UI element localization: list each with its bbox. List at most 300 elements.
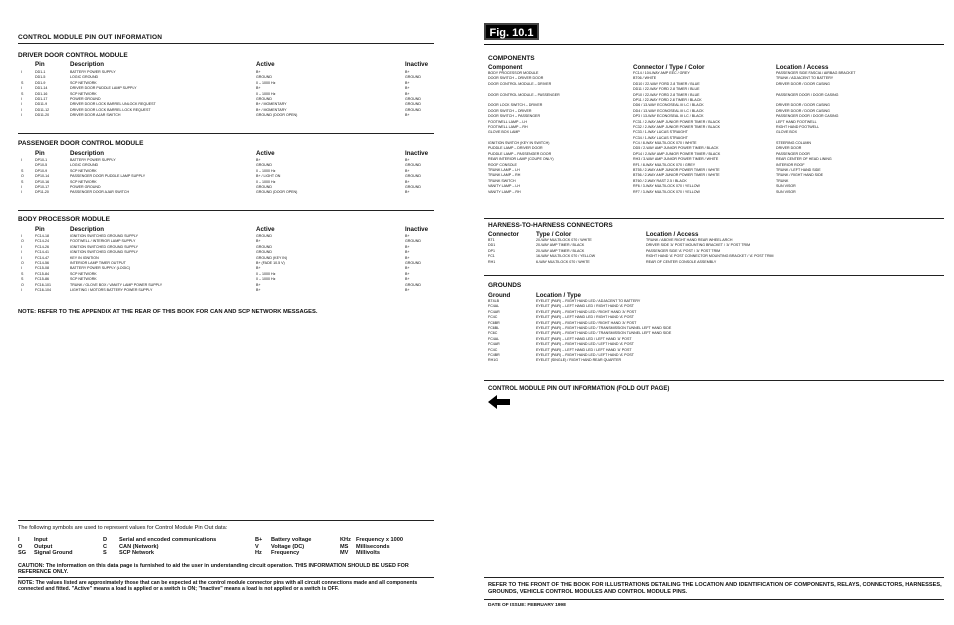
legend-symbol: O [18, 543, 23, 550]
cell-l: EYELET (PAIR) – RIGHT HAND LED / ADJACENT TO BATTERY [536, 299, 641, 303]
cell-t: 6-WAY MULTILOCK 070 / WHITE [536, 259, 590, 264]
cell-l: LEFT HAND FOOTWELL [776, 119, 817, 124]
col-inactive: Inactive [405, 61, 429, 68]
cell-active: GROUND [256, 250, 272, 255]
divider [484, 599, 944, 600]
cell-l: EYELET (PAIR) – RIGHT HAND LED / LEFT HAND 'A' POST [536, 342, 634, 347]
cell-l: EYELET (PAIR) – LEFT HAND LED / RIGHT HAND 'A' POST [536, 304, 634, 309]
legend-item [18, 537, 48, 543]
legend-text: Output [34, 543, 53, 550]
col-location: Location / Type [536, 292, 581, 299]
legend-symbol: I [18, 537, 20, 543]
cell-inactive: B+ [405, 234, 410, 238]
body-processor-title: BODY PROCESSOR MODULE [18, 216, 110, 223]
cell-desc: BATTERY POWER SUPPLY [70, 70, 116, 74]
cell-t: FC32 / 2-WAY AMP JUNIOR POWER TIMER / BLACK [633, 124, 721, 129]
cell-io: O [21, 260, 24, 265]
cell-l: EYELET (PAIR) – LEFT HAND LED / RIGHT HAND 'A' POST [536, 315, 634, 320]
cell-desc: TRUNK / GLOVE BOX / VANITY LAMP POWER SUPPLY [70, 282, 163, 287]
divider [18, 210, 434, 211]
cell-c: DOOR CONTROL MODULE – DRIVER [488, 81, 552, 86]
cell-l: EYELET (PAIR) – RIGHT HAND LED / LEFT HAND 'A' POST [536, 352, 634, 357]
legend-text: Millivolts [356, 550, 380, 557]
cell-active: 0 – 1000 Hz [256, 80, 276, 85]
cell-c: VANITY LAMP – LH [488, 184, 520, 189]
cell-c: BT1 [488, 238, 495, 242]
cell-l: RIGHT HAND 'A' POST CONNECTOR MOUNTING BRACKET / 'A' POST TRIM [646, 254, 774, 259]
legend-text: Serial and encoded communications [119, 537, 217, 543]
cell-io: I [21, 255, 22, 260]
cell-inactive: B+ [405, 80, 410, 85]
cell-l: TRUNK [776, 178, 789, 183]
cell-inactive: GROUND [405, 184, 421, 189]
cell-pin: DD11-20 [35, 113, 50, 118]
cell-desc: DRIVER DOOR LOCK BARREL LOCK REQUEST [70, 107, 151, 112]
cell-l: TRUNK / LEFT HAND SIDE [776, 168, 821, 173]
cell-pin: FC14-26 [35, 244, 49, 249]
values-note: NOTE: The values listed are approximately those that can be expected at the control module connector pins with all circuit connections made and all components connected and fitted. "Active" means a load is applied or a switch is ON; "Inactive" means a load is not applied or a switch is OFF. [18, 580, 418, 593]
cell-l: REAR CENTER OF HEAD LINING [776, 157, 832, 162]
driver-door-title: DRIVER DOOR CONTROL MODULE [18, 52, 128, 59]
cell-pin: DP10-9 [35, 168, 48, 173]
legend-item [340, 550, 380, 556]
cell-active: GROUND [256, 184, 272, 189]
cell-l: DRIVER DOOR / DOOR CASING [776, 81, 830, 86]
cell-inactive: GROUND [405, 282, 421, 287]
cell-g: FC4AL [488, 336, 500, 341]
cell-pin: DP10-1 [35, 158, 48, 162]
legend-text: Input [34, 537, 48, 543]
cell-inactive: B+ [405, 179, 410, 184]
cell-desc: BATTERY POWER SUPPLY [70, 158, 116, 162]
cell-inactive: B+ [405, 266, 410, 271]
cell-t: 16-WAY MULTILOCK 070 / YELLOW [536, 254, 596, 259]
legend-item [103, 537, 216, 543]
cell-io: I [21, 158, 22, 162]
cell-io: O [21, 239, 24, 244]
cell-pin: DP10-16 [35, 179, 50, 184]
cell-desc: SCP NETWORK [70, 91, 97, 96]
divider [484, 380, 944, 381]
cell-c: FOOTWELL LAMP – LH [488, 119, 527, 124]
cell-c: ROOF CONSOLE [488, 162, 517, 167]
cell-desc: LIGHTING / MOTORS BATTERY POWER SUPPLY [70, 287, 153, 292]
table-row [18, 288, 438, 293]
cell-active: B+ [256, 239, 261, 244]
cell-io: S [21, 168, 24, 173]
legend-symbol: MV [340, 550, 349, 557]
page-title: CONTROL MODULE PIN OUT INFORMATION [18, 34, 163, 41]
cell-l: SUN VISOR [776, 184, 796, 189]
cell-pin: FC16-101 [35, 282, 51, 287]
date-of-issue: DATE OF ISSUE: FEBRUARY 1998 [488, 603, 566, 608]
cell-c: GLOVE BOX LAMP [488, 130, 520, 135]
cell-desc: PASSENGER DOOR PUDDLE LAMP SUPPLY [70, 174, 146, 179]
cell-g: FC6BL [488, 325, 500, 330]
cell-g: FC4C [488, 347, 498, 352]
cell-pin: FC15-86 [35, 277, 49, 282]
col-component: Component [488, 64, 523, 71]
cell-g: RH1G [488, 358, 498, 363]
cell-desc: PASSENGER DOOR AJAR SWITCH [70, 190, 130, 195]
cell-io: S [21, 271, 24, 276]
cell-pin: DD11-9 [35, 102, 48, 107]
cell-l: PASSENGER SIDE 'A' POST / 'A' POST TRIM [646, 248, 721, 253]
col-active: Active [256, 226, 275, 233]
cell-io: S [21, 80, 24, 85]
cell-desc: INTERIOR LAMP TIMER OUTPUT [70, 260, 126, 265]
cell-t: BT60 / 2-WAY RAST 2.5 / BLACK [633, 178, 687, 183]
cell-l: EYELET (SINGLE) / RIGHT HAND REAR QUARTER [536, 358, 622, 363]
cell-t: FC4 / 8-WAY MULTILOCK 070 / WHITE [633, 141, 697, 146]
cell-pin: FC14-18 [35, 234, 49, 238]
cell-t: DP11 / 22-WAY FORD 2.8 TIMER / BLACK [633, 97, 702, 102]
cell-t: RH3 / 3-WAY AMP JUNIOR POWER TIMER / WHITE [633, 157, 719, 162]
legend-intro: The following symbols are used to represent values for Control Module Pin Out data: [18, 525, 228, 531]
cell-inactive: B+ [405, 250, 410, 255]
cell-c: DP1 [488, 248, 495, 253]
cell-io: I [21, 244, 22, 249]
cell-c: BODY PROCESSOR MODULE [488, 71, 539, 75]
cell-pin: DP10-5 [35, 163, 48, 168]
cell-inactive: B+ [405, 158, 410, 162]
cell-active: GROUND (KEY IN) [256, 255, 288, 260]
network-note: NOTE: REFER TO THE APPENDIX AT THE REAR OF THIS BOOK FOR CAN AND SCP NETWORK MESSAGES. [18, 309, 318, 315]
cell-io: I [21, 113, 22, 118]
cell-c: DOOR SWITCH – DRIVER DOOR [488, 76, 544, 81]
cell-l: TRUNK / ABOVE RIGHT HAND REAR WHEEL ARCH [646, 238, 733, 242]
col-connector: Connector / Type / Color [633, 64, 705, 71]
cell-active: 0 – 1000 Hz [256, 271, 276, 276]
cell-c: DD1 [488, 243, 496, 248]
col-pin: Pin [35, 150, 45, 157]
cell-inactive: GROUND [405, 75, 421, 80]
cell-t: FC14 / 104-WAY AMP EEC / GREY [633, 71, 690, 75]
cell-l: DRIVER DOOR / DOOR CASING [776, 103, 830, 108]
cell-t: RF7 / 3-WAY MULTILOCK 070 / YELLOW [633, 189, 700, 194]
cell-desc: DRIVER DOOR AJAR SWITCH [70, 113, 121, 118]
cell-l: REAR OF CENTER CONSOLE ASSEMBLY [646, 259, 717, 264]
cell-io: S [21, 277, 24, 282]
divider [18, 577, 434, 578]
legend-symbol: B+ [255, 537, 263, 543]
legend-text: Frequency x 1000 [356, 537, 403, 543]
cell-inactive: B+ [405, 86, 410, 91]
col-ground: Ground [488, 292, 511, 299]
table-row [488, 260, 948, 265]
cell-desc: IGNITION SWITCHED GROUND SUPPLY [70, 234, 139, 238]
cell-desc: SCP NETWORK [70, 80, 97, 85]
cell-desc: IGNITION SWITCHED GROUND SUPPLY [70, 244, 139, 249]
cell-active: B+ / LIGHT ON [256, 174, 281, 179]
cell-l: SUN VISOR [776, 189, 796, 194]
cell-io: S [21, 179, 24, 184]
cell-l: STEERING COLUMN [776, 141, 811, 146]
cell-io: I [21, 190, 22, 195]
col-description: Description [70, 226, 105, 233]
cell-pin: DD1-16 [35, 91, 48, 96]
cell-io: S [21, 91, 24, 96]
cell-inactive: GROUND [405, 260, 421, 265]
cell-pin: FC14-41 [35, 250, 49, 255]
cell-active: GROUND [256, 75, 272, 80]
cell-c: RH1 [488, 259, 496, 264]
harness-title: HARNESS-TO-HARNESS CONNECTORS [488, 222, 613, 229]
legend-symbol: SG [18, 550, 27, 557]
caution-text: CAUTION: The information on this data page is furnished to aid the user in understanding circuit operation. THIS INFORMATION SHOULD BE USED FOR REFERENCE ONLY. [18, 563, 409, 576]
col-inactive: Inactive [405, 150, 429, 157]
symbol-legend [18, 537, 438, 561]
cell-pin: DD1-5 [35, 75, 46, 80]
cell-l: EYELET (PAIR) – LEFT HAND LED / LEFT HAND 'A' POST [536, 347, 632, 352]
cell-l: GLOVE BOX [776, 130, 797, 135]
cell-inactive: B+ [405, 277, 410, 282]
divider [484, 218, 944, 219]
legend-symbol: KHz [340, 537, 351, 543]
legend-text: CAN (Network) [119, 543, 159, 550]
foldout-label: CONTROL MODULE PIN OUT INFORMATION (FOLD OUT PAGE) [488, 386, 670, 392]
cell-active: B+ [256, 287, 261, 292]
legend-symbol: MS [340, 543, 349, 550]
cell-inactive: B+ [405, 244, 410, 249]
cell-l: TRUNK / RIGHT HAND SIDE [776, 173, 824, 178]
legend-symbol: D [103, 537, 108, 543]
legend-text: Frequency [271, 550, 300, 557]
col-pin: Pin [35, 226, 45, 233]
legend-symbol: C [103, 543, 108, 550]
cell-io: I [21, 96, 22, 101]
cell-active: GROUND [256, 244, 272, 249]
cell-t: DD5 / 2-WAY AMP JUNIOR POWER TIMER / BLACK [633, 146, 719, 151]
arrow-left-icon [488, 395, 510, 409]
cell-c: TRUNK LAMP – LH [488, 168, 520, 173]
col-description: Description [70, 150, 105, 157]
cell-desc: FOOTWELL / INTERIOR LAMP SUPPLY [70, 239, 136, 244]
col-active: Active [256, 150, 275, 157]
cell-t: DD6 / 13-WAY ECONOSEAL III LC / BLACK [633, 103, 704, 108]
cell-pin: FC15-08 [35, 266, 49, 271]
cell-active: 0 – 1000 Hz [256, 91, 276, 96]
cell-g: FC6BR [488, 320, 500, 325]
cell-desc: LOGIC GROUND [70, 75, 99, 80]
cell-c: VANITY LAMP – RH [488, 189, 521, 194]
cell-desc: IGNITION SWITCHED GROUND SUPPLY [70, 250, 139, 255]
col-type: Type / Color [536, 231, 572, 238]
legend-text: Battery voltage [271, 537, 312, 543]
divider [484, 44, 944, 45]
cell-g: FC4AR [488, 309, 500, 314]
cell-pin: FC14-47 [35, 255, 49, 260]
legend-item [18, 544, 52, 550]
legend-item [103, 544, 158, 550]
cell-pin: FC15-84 [35, 271, 49, 276]
cell-active: B+ [256, 266, 261, 271]
cell-t: FC31 / 2-WAY AMP JUNIOR POWER TIMER / BLACK [633, 119, 721, 124]
legend-text: Signal Ground [34, 550, 73, 557]
grounds-table [488, 299, 948, 364]
legend-item [255, 544, 304, 550]
cell-active: 0 – 1000 Hz [256, 277, 276, 282]
cell-t: DP3 / 13-WAY ECONOSEAL III LC / BLACK [633, 114, 704, 119]
cell-t: RF6 / 3-WAY MULTILOCK 070 / YELLOW [633, 184, 700, 189]
cell-inactive: B+ [405, 113, 410, 118]
cell-desc: KEY IN IGNITION [70, 255, 99, 260]
cell-active: GROUND (DOOR OPEN) [256, 190, 298, 195]
cell-inactive: GROUND [405, 107, 421, 112]
driver-door-table [18, 70, 438, 119]
cell-inactive: B+ [405, 70, 410, 74]
cell-io: I [21, 70, 22, 74]
cell-desc: DRIVER DOOR LOCK BARREL UNLOCK REQUEST [70, 102, 156, 107]
cell-active: B+ / MOMENTARY [256, 107, 287, 112]
cell-c: REAR INTERIOR LAMP (COUPE ONLY) [488, 157, 554, 162]
cell-desc: BATTERY POWER SUPPLY (LOGIC) [70, 266, 131, 271]
legend-item [255, 550, 299, 556]
cell-inactive: B+ [405, 190, 410, 195]
cell-io: I [21, 107, 22, 112]
cell-t: DP10 / 22-WAY FORD 2.8 TIMER / BLUE [633, 92, 700, 97]
cell-l: PASSENGER SIDE FASCIA / AIRBAG BRACKET [776, 71, 856, 75]
cell-io: I [21, 287, 22, 292]
col-active: Active [256, 61, 275, 68]
cell-inactive: B+ [405, 271, 410, 276]
legend-item [340, 537, 403, 543]
cell-l: PASSENGER DOOR / DOOR CASING [776, 114, 839, 119]
col-connector: Connector [488, 231, 519, 238]
cell-inactive: GROUND [405, 174, 421, 179]
cell-pin: DP10-14 [35, 174, 50, 179]
cell-l: RIGHT HAND FOOTWELL [776, 124, 820, 129]
cell-l: TRUNK / ADJACENT TO BATTERY [776, 76, 834, 81]
cell-inactive: B+ [405, 91, 410, 96]
cell-t: 20-WAY MULTILOCK 070 / WHITE [536, 238, 592, 242]
cell-active: B+ (FADE 10.5 V) [256, 260, 285, 265]
cell-t: BT55 / 2-WAY AMP JUNIOR POWER TIMER / WHITE [633, 168, 720, 173]
table-row [18, 190, 438, 195]
grounds-title: GROUNDS [488, 282, 522, 289]
cell-desc: SCP NETWORK [70, 168, 97, 173]
cell-l: EYELET (PAIR) – RIGHT HAND LED / TRANSMISSION TUNNEL LEFT HAND SIDE [536, 325, 672, 330]
cell-pin: DD1-17 [35, 96, 48, 101]
cell-c: PUDDLE LAMP – DRIVER DOOR [488, 146, 543, 151]
cell-active: GROUND [256, 234, 272, 238]
cell-inactive: B+ [405, 168, 410, 173]
cell-desc: SCP NETWORK [70, 271, 97, 276]
cell-l: INTERIOR ROOF [776, 162, 805, 167]
cell-c: DOOR SWITCH – DRIVER [488, 108, 532, 113]
cell-inactive: GROUND [405, 163, 421, 168]
legend-symbol: Hz [255, 550, 262, 557]
cell-pin: DD1-1 [35, 70, 46, 74]
cell-c: TRUNK LAMP – RH [488, 173, 521, 178]
passenger-door-table [18, 158, 438, 196]
cell-io: O [21, 282, 24, 287]
cell-c: FOOTWELL LAMP – RH [488, 124, 528, 129]
legend-item [18, 550, 73, 556]
cell-c: DOOR LOCK SWITCH – DRIVER [488, 103, 543, 108]
cell-t: 20-WAY AMP TIMER / BLACK [536, 248, 585, 253]
cell-l: EYELET (PAIR) – RIGHT HAND LED / RIGHT HAND 'A' POST [536, 320, 637, 325]
cell-g: FC4C [488, 315, 498, 320]
cell-t: BT06 / WHITE [633, 76, 657, 81]
cell-g: FC6C [488, 331, 498, 336]
body-processor-table [18, 234, 438, 293]
cell-c: FC1 [488, 254, 495, 259]
cell-l: EYELET (PAIR) – LEFT HAND LED / LEFT HAND 'A' POST [536, 336, 632, 341]
divider [484, 577, 944, 578]
cell-pin: DP10-17 [35, 184, 50, 189]
cell-t: FC33 / 1-WAY LUCAS STRAIGHT [633, 130, 688, 135]
cell-g: FC4AR [488, 342, 500, 347]
cell-t: DD4 / 13-WAY ECONOSEAL III LC / BLACK [633, 108, 704, 113]
cell-g: BT4LB [488, 299, 499, 303]
cell-t: DD11 / 22-WAY FORD 2.8 TIMER / BLUE [633, 87, 700, 92]
legend-text: SCP Network [119, 550, 155, 557]
legend-item [103, 550, 154, 556]
cell-pin: FC14-56 [35, 260, 49, 265]
col-pin: Pin [35, 61, 45, 68]
cell-desc: DRIVER DOOR PUDDLE LAMP SUPPLY [70, 86, 137, 91]
cell-l: PASSENGER DOOR / DOOR CASING [776, 92, 839, 97]
cell-c: TRUNK SWITCH [488, 178, 516, 183]
cell-active: B+ [256, 86, 261, 91]
cell-pin: DD1-14 [35, 86, 48, 91]
cell-t: BT56 / 2-WAY AMP JUNIOR POWER TIMER / WHITE [633, 173, 720, 178]
cell-l: EYELET (PAIR) – RIGHT HAND LED / RIGHT HAND 'A' POST [536, 309, 637, 314]
cell-inactive: B+ [405, 287, 410, 292]
cell-active: B+ / MOMENTARY [256, 102, 287, 107]
cell-g: FC4BR [488, 352, 500, 357]
cell-active: GROUND [256, 163, 272, 168]
legend-symbol: S [103, 550, 107, 557]
passenger-door-title: PASSENGER DOOR CONTROL MODULE [18, 140, 144, 147]
cell-l: DRIVER DOOR [776, 146, 802, 151]
components-title: COMPONENTS [488, 55, 535, 62]
cell-c: PUDDLE LAMP – PASSENGER DOOR [488, 151, 552, 156]
figure-label: Fig. 10.1 [484, 23, 539, 40]
divider [18, 43, 434, 44]
cell-active: B+ [256, 282, 261, 287]
cell-l: DRIVER DOOR / DOOR CASING [776, 108, 830, 113]
cell-inactive: GROUND [405, 96, 421, 101]
cell-io: I [21, 184, 22, 189]
divider [18, 133, 434, 134]
legend-item [340, 544, 390, 550]
col-location: Location / Access [776, 64, 829, 71]
cell-c: IGNITION SWITCH (KEY IN SWITCH) [488, 141, 550, 146]
legend-symbol: V [255, 543, 259, 550]
table-row [488, 358, 948, 363]
cell-desc: SCP NETWORK [70, 179, 97, 184]
cell-io: I [21, 250, 22, 255]
cell-desc: POWER GROUND [70, 184, 101, 189]
cell-t: FC34 / 1-WAY LUCAS STRAIGHT [633, 135, 688, 140]
cell-l: PASSENGER DOOR [776, 151, 810, 156]
divider [484, 275, 944, 276]
cell-io: I [21, 86, 22, 91]
refer-note: REFER TO THE FRONT OF THE BOOK FOR ILLUSTRATIONS DETAILING THE LOCATION AND IDENTIFICATION OF COMPONENTS, RELAYS, CONNECTORS, HARNESSES, GROUNDS, VEHICLE CONTROL MODULES AND CONTROL MODULE PINS. [488, 582, 942, 595]
cell-pin: DP11-20 [35, 190, 49, 195]
col-location: Location / Access [646, 231, 699, 238]
cell-desc: SCP NETWORK [70, 277, 97, 282]
table-row [18, 113, 438, 118]
legend-item [255, 537, 311, 543]
table-row [488, 190, 948, 195]
cell-pin: DD11-12 [35, 107, 50, 112]
cell-inactive: GROUND [405, 239, 421, 244]
cell-inactive: GROUND [405, 102, 421, 107]
cell-inactive: B+ [405, 255, 410, 260]
